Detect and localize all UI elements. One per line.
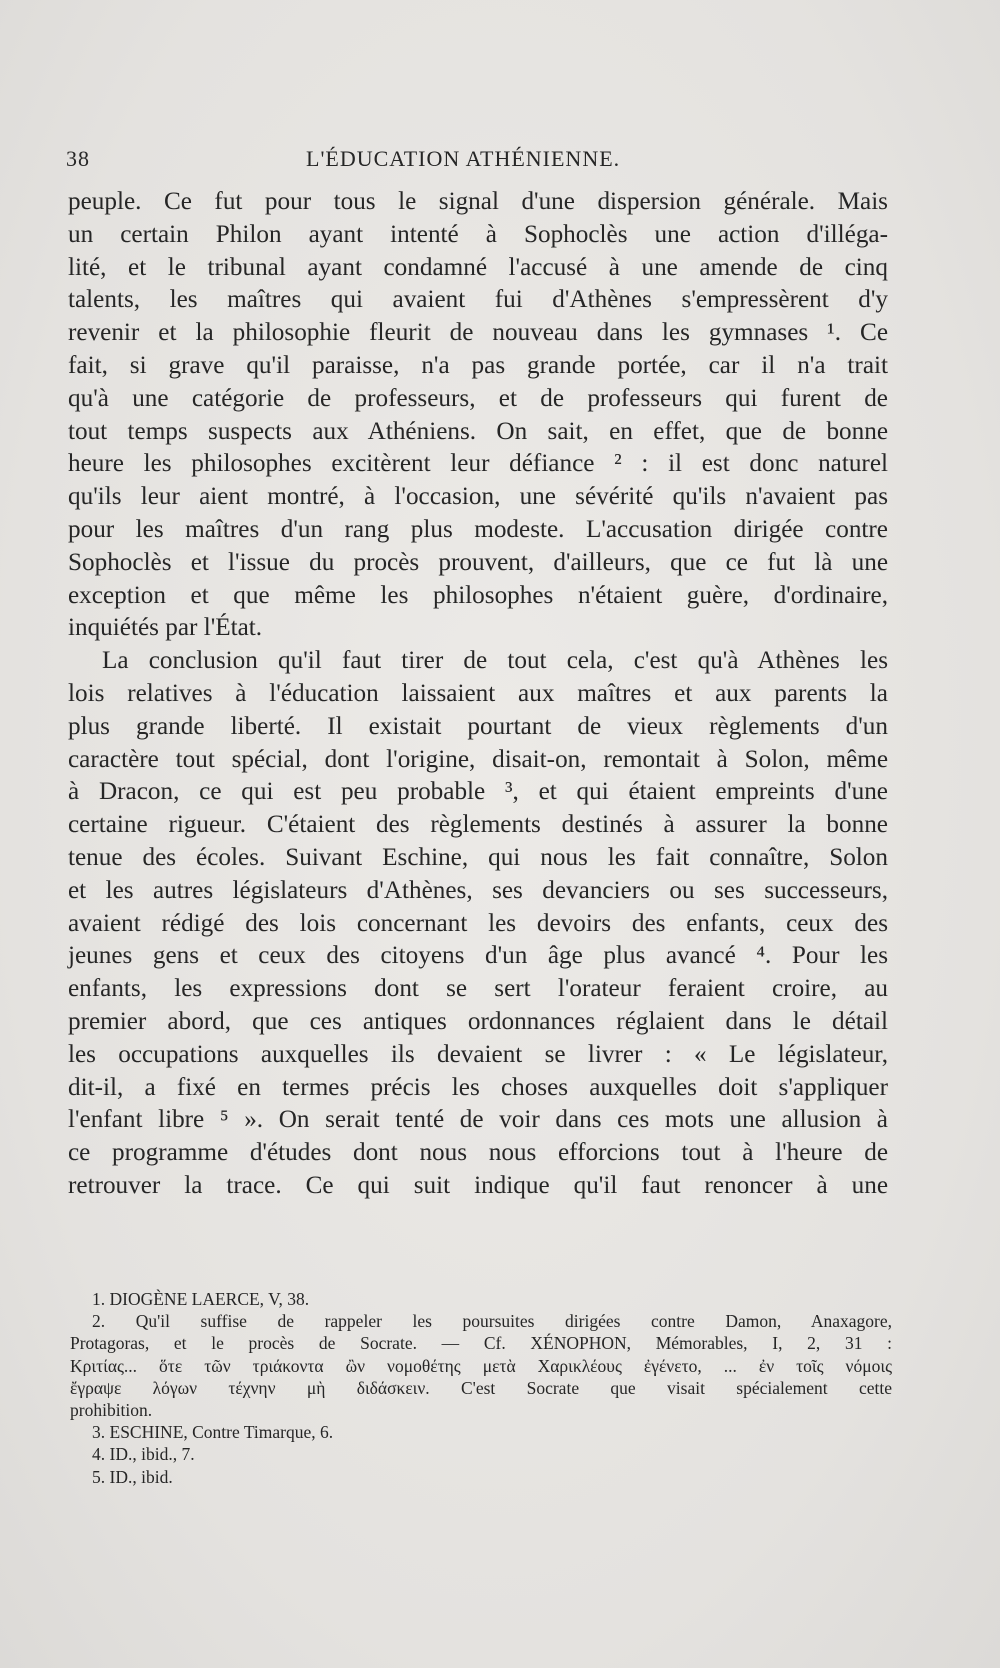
footnote-2: 2. Qu'il suffise de rappeler les poursuites dirigées contre Damon, Anaxagore, <box>92 1311 892 1332</box>
footnote-2-greek-quote: ἔγραψε λόγων τέχνην μὴ διδάσκειν. C'est Socrate que visait spécialement cette <box>70 1377 892 1398</box>
body-line: qu'à une catégorie de professeurs, et de professeurs qui furent de <box>68 384 888 412</box>
body-line: lois relatives à l'éducation laissaient aux maîtres et aux parents la <box>68 679 888 707</box>
page-header <box>66 146 896 176</box>
body-text <box>68 186 888 1203</box>
footnote-4: 4. ID., ibid., 7. <box>92 1444 195 1465</box>
footnote-2-continued: Protagoras, et le procès de Socrate. — Cf. XÉNOPHON, Mémorables, I, 2, 31 : <box>70 1333 892 1354</box>
body-line: pour les maîtres d'un rang plus modeste. L'accusation dirigée contre <box>68 515 888 543</box>
footnote-5: 5. ID., ibid. <box>92 1466 173 1487</box>
body-line: ce programme d'études dont nous nous efforcions tout à l'heure de <box>68 1139 888 1167</box>
body-line: dit-il, a fixé en termes précis les choses auxquelles doit s'appliquer <box>68 1073 888 1101</box>
body-line: et les autres législateurs d'Athènes, ses devanciers ou ses successeurs, <box>68 876 888 904</box>
body-line: qu'ils leur aient montré, à l'occasion, une sévérité qu'ils n'avaient pas <box>68 483 888 511</box>
body-line: inquiétés par l'État. <box>68 614 263 642</box>
body-line: certaine rigueur. C'étaient des règlements destinés à assurer la bonne <box>68 811 888 839</box>
footnote-2-end: prohibition. <box>70 1399 153 1420</box>
body-line: tout temps suspects aux Athéniens. On sait, en effet, que de bonne <box>68 417 888 445</box>
footnote-1: 1. DIOGÈNE LAERCE, V, 38. <box>92 1289 310 1309</box>
body-line: les occupations auxquelles ils devaient se livrer : « Le législateur, <box>68 1040 888 1068</box>
body-line: premier abord, que ces antiques ordonnances réglaient dans le détail <box>68 1007 888 1035</box>
body-line: à Dracon, ce qui est peu probable ³, et qui étaient empreints d'une <box>68 778 888 806</box>
body-line: revenir et la philosophie fleurit de nouveau dans les gymnases ¹. Ce <box>68 319 888 347</box>
body-line: jeunes gens et ceux des citoyens d'un âge plus avancé ⁴. Pour les <box>68 942 888 970</box>
body-line: tenue des écoles. Suivant Eschine, qui nous les fait connaître, Solon <box>68 843 888 871</box>
body-line: Sophoclès et l'issue du procès prouvent, d'ailleurs, que ce fut là une <box>68 548 888 576</box>
body-line: retrouver la trace. Ce qui suit indique qu'il faut renoncer à une <box>68 1171 888 1199</box>
footnote-3: 3. ESCHINE, Contre Timarque, 6. <box>92 1422 334 1443</box>
body-line: caractère tout spécial, dont l'origine, disait-on, remontait à Solon, même <box>68 745 888 773</box>
footnotes <box>70 1288 892 1488</box>
body-line: peuple. Ce fut pour tous le signal d'une dispersion générale. Mais <box>68 188 888 215</box>
running-title: L'ÉDUCATION ATHÉNIENNE. <box>306 146 621 171</box>
body-line: fait, si grave qu'il paraisse, n'a pas grande portée, car il n'a trait <box>68 351 888 379</box>
page-number: 38 <box>66 146 90 171</box>
body-line: l'enfant libre ⁵ ». On serait tenté de voir dans ces mots une allusion à <box>68 1106 888 1134</box>
body-line: lité, et le tribunal ayant condamné l'accusé à une amende de cinq <box>68 253 888 281</box>
footnote-2-greek-quote: Κριτίας... ὅτε τῶν τριάκοντα ὢν νομοθέτης μετὰ Χαρικλέους ἐγένετο, ... ἐν τοῖς νόμοις <box>70 1355 892 1376</box>
body-line: un certain Philon ayant intenté à Sophoclès une action d'illéga- <box>68 220 888 248</box>
body-line: La conclusion qu'il faut tirer de tout cela, c'est qu'à Athènes les <box>102 647 888 675</box>
body-line: heure les philosophes excitèrent leur défiance ² : il est donc naturel <box>68 450 888 478</box>
body-line: enfants, les expressions dont se sert l'orateur feraient croire, au <box>68 975 888 1003</box>
body-line: exception et que même les philosophes n'étaient guère, d'ordinaire, <box>68 581 888 609</box>
body-line: plus grande liberté. Il existait pourtant de vieux règlements d'un <box>68 712 888 740</box>
body-line: avaient rédigé des lois concernant les devoirs des enfants, ceux des <box>68 909 888 937</box>
body-line: talents, les maîtres qui avaient fui d'Athènes s'empressèrent d'y <box>68 286 888 314</box>
